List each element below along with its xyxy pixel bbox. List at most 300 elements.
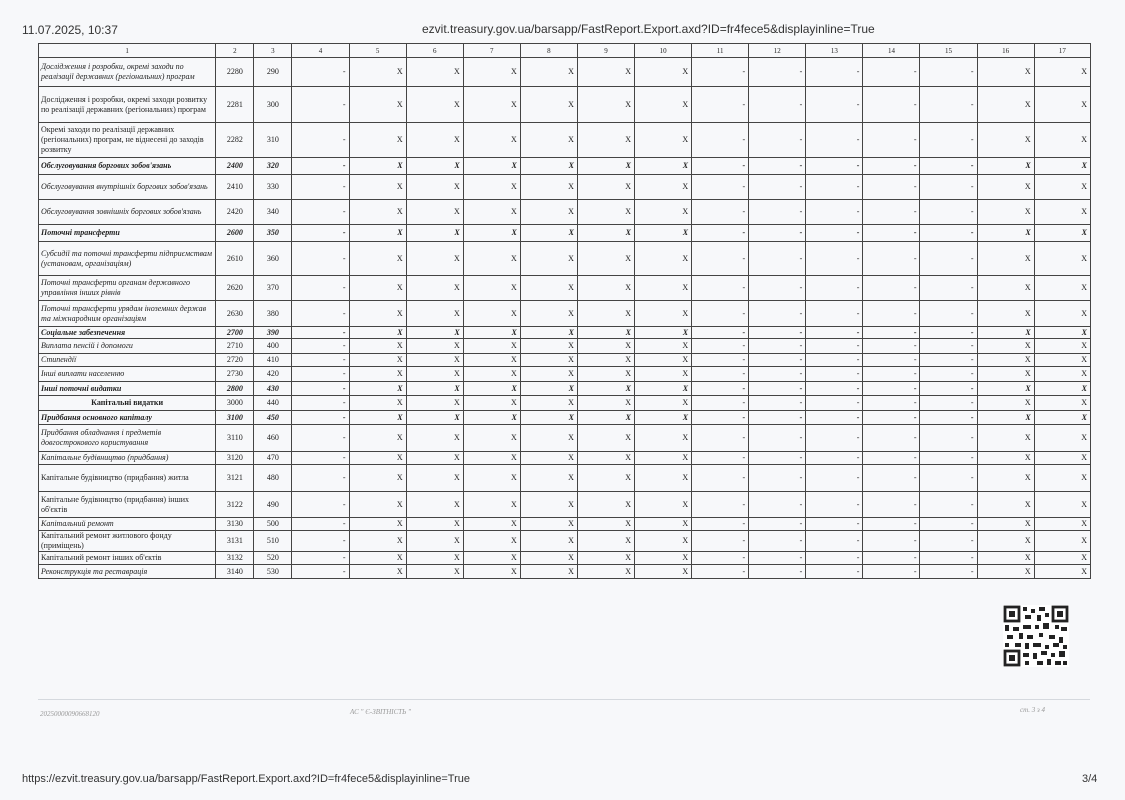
cell-x: X xyxy=(463,301,520,327)
table-row xyxy=(39,327,1091,339)
cell-dash: - xyxy=(292,242,349,276)
cell-x: X xyxy=(520,518,577,531)
cell-x: X xyxy=(977,242,1034,276)
cell-x: X xyxy=(635,301,692,327)
cell-dash: - xyxy=(920,276,977,301)
row-code: 2630 xyxy=(216,301,254,327)
row-line-number: 440 xyxy=(254,396,292,411)
cell-dash: - xyxy=(920,565,977,579)
cell-x: X xyxy=(349,354,406,367)
cell-dash: - xyxy=(863,492,920,518)
cell-dash: - xyxy=(806,123,863,158)
row-line-number: 410 xyxy=(254,354,292,367)
cell-x: X xyxy=(406,301,463,327)
cell-x: X xyxy=(977,339,1034,354)
cell-x: X xyxy=(635,425,692,452)
cell-dash: - xyxy=(292,327,349,339)
cell-x: X xyxy=(463,175,520,200)
cell-dash: - xyxy=(292,565,349,579)
cell-x: X xyxy=(577,411,634,425)
cell-dash: - xyxy=(863,175,920,200)
cell-x: X xyxy=(520,242,577,276)
cell-x: X xyxy=(349,327,406,339)
cell-x: X xyxy=(1034,492,1090,518)
column-number: 6 xyxy=(406,44,463,58)
cell-dash: - xyxy=(749,58,806,87)
row-name: Капітальний ремонт xyxy=(39,518,216,531)
cell-x: X xyxy=(577,242,634,276)
column-number: 17 xyxy=(1034,44,1090,58)
row-code: 2410 xyxy=(216,175,254,200)
cell-x: X xyxy=(977,411,1034,425)
cell-x: X xyxy=(977,518,1034,531)
cell-x: X xyxy=(1034,425,1090,452)
column-number: 11 xyxy=(692,44,749,58)
cell-x: X xyxy=(463,565,520,579)
column-number: 2 xyxy=(216,44,254,58)
cell-x: X xyxy=(349,123,406,158)
cell-x: X xyxy=(1034,200,1090,225)
table-row xyxy=(39,518,1091,531)
cell-dash: - xyxy=(292,301,349,327)
column-number: 12 xyxy=(749,44,806,58)
cell-x: X xyxy=(977,200,1034,225)
cell-x: X xyxy=(349,301,406,327)
cell-dash: - xyxy=(920,175,977,200)
cell-dash: - xyxy=(749,200,806,225)
cell-x: X xyxy=(520,225,577,242)
cell-x: X xyxy=(577,58,634,87)
cell-x: X xyxy=(520,276,577,301)
cell-dash: - xyxy=(863,452,920,465)
cell-x: X xyxy=(977,123,1034,158)
row-line-number: 290 xyxy=(254,58,292,87)
cell-x: X xyxy=(463,242,520,276)
cell-x: X xyxy=(349,175,406,200)
cell-dash: - xyxy=(863,158,920,175)
cell-dash: - xyxy=(806,452,863,465)
table-row xyxy=(39,276,1091,301)
cell-x: X xyxy=(1034,276,1090,301)
cell-x: X xyxy=(520,531,577,552)
cell-x: X xyxy=(1034,87,1090,123)
cell-dash: - xyxy=(806,465,863,492)
cell-x: X xyxy=(577,552,634,565)
cell-dash: - xyxy=(749,87,806,123)
cell-x: X xyxy=(349,411,406,425)
cell-dash: - xyxy=(806,565,863,579)
cell-x: X xyxy=(463,276,520,301)
cell-dash: - xyxy=(692,175,749,200)
cell-x: X xyxy=(463,327,520,339)
cell-dash: - xyxy=(292,465,349,492)
cell-x: X xyxy=(349,339,406,354)
cell-dash: - xyxy=(863,327,920,339)
cell-x: X xyxy=(635,396,692,411)
row-name: Обслуговування внутрішніх боргових зобов'язань xyxy=(39,175,216,200)
cell-dash: - xyxy=(863,200,920,225)
table-row xyxy=(39,158,1091,175)
cell-x: X xyxy=(406,87,463,123)
cell-x: X xyxy=(520,367,577,382)
cell-dash: - xyxy=(806,425,863,452)
table-row xyxy=(39,175,1091,200)
row-code: 3131 xyxy=(216,531,254,552)
row-line-number: 470 xyxy=(254,452,292,465)
cell-dash: - xyxy=(692,465,749,492)
row-name: Обслуговування зовнішніх боргових зобов'язань xyxy=(39,200,216,225)
row-line-number: 480 xyxy=(254,465,292,492)
row-code: 2600 xyxy=(216,225,254,242)
cell-x: X xyxy=(635,225,692,242)
cell-dash: - xyxy=(806,339,863,354)
row-code: 3110 xyxy=(216,425,254,452)
cell-x: X xyxy=(1034,531,1090,552)
system-name: АС " Є-ЗВІТНІСТЬ " xyxy=(350,708,411,716)
cell-x: X xyxy=(635,354,692,367)
row-line-number: 330 xyxy=(254,175,292,200)
cell-dash: - xyxy=(692,339,749,354)
cell-x: X xyxy=(463,425,520,452)
cell-x: X xyxy=(635,367,692,382)
cell-x: X xyxy=(977,327,1034,339)
row-name: Капітальне будівництво (придбання) житла xyxy=(39,465,216,492)
row-line-number: 460 xyxy=(254,425,292,452)
cell-x: X xyxy=(635,411,692,425)
cell-dash: - xyxy=(749,175,806,200)
cell-x: X xyxy=(977,58,1034,87)
cell-dash: - xyxy=(863,87,920,123)
cell-dash: - xyxy=(806,242,863,276)
cell-dash: - xyxy=(806,87,863,123)
cell-x: X xyxy=(463,411,520,425)
row-code: 2710 xyxy=(216,339,254,354)
cell-dash: - xyxy=(863,367,920,382)
cell-x: X xyxy=(520,452,577,465)
table-row xyxy=(39,242,1091,276)
cell-dash: - xyxy=(806,175,863,200)
cell-dash: - xyxy=(292,87,349,123)
column-number: 10 xyxy=(635,44,692,58)
cell-dash: - xyxy=(692,158,749,175)
cell-x: X xyxy=(520,565,577,579)
cell-x: X xyxy=(520,200,577,225)
cell-x: X xyxy=(1034,123,1090,158)
cell-x: X xyxy=(406,367,463,382)
cell-x: X xyxy=(349,465,406,492)
cell-x: X xyxy=(463,367,520,382)
cell-x: X xyxy=(349,518,406,531)
row-name: Обслуговування боргових зобов'язань xyxy=(39,158,216,175)
cell-x: X xyxy=(635,518,692,531)
row-code: 2282 xyxy=(216,123,254,158)
column-number: 13 xyxy=(806,44,863,58)
table-row xyxy=(39,396,1091,411)
cell-dash: - xyxy=(749,396,806,411)
cell-x: X xyxy=(406,175,463,200)
row-line-number: 350 xyxy=(254,225,292,242)
row-name: Соціальне забезпечення xyxy=(39,327,216,339)
cell-dash: - xyxy=(692,225,749,242)
qr-code-icon xyxy=(1003,605,1069,667)
column-number-row xyxy=(39,44,1091,58)
cell-x: X xyxy=(520,492,577,518)
cell-dash: - xyxy=(806,492,863,518)
cell-dash: - xyxy=(920,411,977,425)
row-code: 2700 xyxy=(216,327,254,339)
cell-x: X xyxy=(977,452,1034,465)
cell-x: X xyxy=(349,276,406,301)
table-row xyxy=(39,200,1091,225)
cell-dash: - xyxy=(863,225,920,242)
cell-x: X xyxy=(635,175,692,200)
cell-dash: - xyxy=(292,123,349,158)
cell-dash: - xyxy=(692,411,749,425)
cell-x: X xyxy=(406,531,463,552)
cell-x: X xyxy=(406,158,463,175)
cell-dash: - xyxy=(692,354,749,367)
cell-dash: - xyxy=(692,327,749,339)
cell-dash: - xyxy=(749,242,806,276)
cell-dash: - xyxy=(920,158,977,175)
cell-x: X xyxy=(577,492,634,518)
row-code: 2420 xyxy=(216,200,254,225)
cell-dash: - xyxy=(692,531,749,552)
cell-dash: - xyxy=(806,354,863,367)
cell-dash: - xyxy=(863,396,920,411)
row-name: Окремі заходи по реалізації державних (регіональних) програм, не віднесені до заходів розвитку xyxy=(39,123,216,158)
cell-x: X xyxy=(635,123,692,158)
cell-dash: - xyxy=(920,242,977,276)
cell-x: X xyxy=(1034,452,1090,465)
table-row xyxy=(39,465,1091,492)
cell-dash: - xyxy=(806,411,863,425)
table-row xyxy=(39,411,1091,425)
column-number: 4 xyxy=(292,44,349,58)
cell-x: X xyxy=(1034,58,1090,87)
cell-x: X xyxy=(349,452,406,465)
footer-divider xyxy=(38,699,1090,700)
cell-x: X xyxy=(406,518,463,531)
cell-x: X xyxy=(520,339,577,354)
cell-x: X xyxy=(520,301,577,327)
cell-dash: - xyxy=(692,452,749,465)
cell-dash: - xyxy=(920,531,977,552)
cell-dash: - xyxy=(292,175,349,200)
row-line-number: 320 xyxy=(254,158,292,175)
cell-dash: - xyxy=(806,327,863,339)
cell-x: X xyxy=(577,158,634,175)
cell-x: X xyxy=(635,382,692,396)
cell-dash: - xyxy=(806,225,863,242)
cell-x: X xyxy=(577,327,634,339)
row-code: 3100 xyxy=(216,411,254,425)
row-code: 2720 xyxy=(216,354,254,367)
cell-dash: - xyxy=(749,518,806,531)
row-code: 2800 xyxy=(216,382,254,396)
cell-x: X xyxy=(463,87,520,123)
table-row xyxy=(39,339,1091,354)
row-code: 3132 xyxy=(216,552,254,565)
row-line-number: 370 xyxy=(254,276,292,301)
cell-x: X xyxy=(1034,158,1090,175)
cell-x: X xyxy=(406,339,463,354)
cell-x: X xyxy=(463,58,520,87)
cell-dash: - xyxy=(292,411,349,425)
cell-x: X xyxy=(349,242,406,276)
column-number: 3 xyxy=(254,44,292,58)
cell-x: X xyxy=(463,382,520,396)
cell-dash: - xyxy=(749,339,806,354)
cell-dash: - xyxy=(292,339,349,354)
cell-x: X xyxy=(520,175,577,200)
cell-dash: - xyxy=(749,158,806,175)
cell-x: X xyxy=(577,382,634,396)
cell-dash: - xyxy=(806,531,863,552)
cell-x: X xyxy=(406,465,463,492)
table-row xyxy=(39,354,1091,367)
cell-x: X xyxy=(1034,411,1090,425)
cell-x: X xyxy=(406,123,463,158)
cell-dash: - xyxy=(863,58,920,87)
cell-x: X xyxy=(577,425,634,452)
cell-dash: - xyxy=(692,518,749,531)
cell-x: X xyxy=(577,200,634,225)
cell-dash: - xyxy=(920,87,977,123)
table-row xyxy=(39,452,1091,465)
row-code: 2730 xyxy=(216,367,254,382)
table-row xyxy=(39,301,1091,327)
cell-x: X xyxy=(635,58,692,87)
cell-dash: - xyxy=(749,382,806,396)
cell-x: X xyxy=(977,382,1034,396)
cell-dash: - xyxy=(920,339,977,354)
cell-dash: - xyxy=(863,354,920,367)
row-name: Капітальне будівництво (придбання) інших об'єктів xyxy=(39,492,216,518)
cell-x: X xyxy=(463,200,520,225)
row-line-number: 430 xyxy=(254,382,292,396)
cell-x: X xyxy=(406,552,463,565)
row-code: 3121 xyxy=(216,465,254,492)
row-code: 2620 xyxy=(216,276,254,301)
cell-x: X xyxy=(349,425,406,452)
row-code: 3122 xyxy=(216,492,254,518)
cell-x: X xyxy=(1034,367,1090,382)
cell-dash: - xyxy=(920,200,977,225)
row-name: Субсидії та поточні трансферти підприємствам (установам, організаціям) xyxy=(39,242,216,276)
row-name: Капітальні видатки xyxy=(39,396,216,411)
column-number: 7 xyxy=(463,44,520,58)
cell-x: X xyxy=(1034,518,1090,531)
row-line-number: 530 xyxy=(254,565,292,579)
cell-x: X xyxy=(977,552,1034,565)
table-row xyxy=(39,425,1091,452)
cell-dash: - xyxy=(920,367,977,382)
row-name: Стипендії xyxy=(39,354,216,367)
cell-dash: - xyxy=(920,396,977,411)
cell-dash: - xyxy=(292,531,349,552)
cell-x: X xyxy=(349,367,406,382)
cell-x: X xyxy=(349,158,406,175)
cell-x: X xyxy=(1034,175,1090,200)
cell-x: X xyxy=(406,411,463,425)
cell-dash: - xyxy=(806,382,863,396)
cell-x: X xyxy=(977,465,1034,492)
cell-x: X xyxy=(520,425,577,452)
cell-dash: - xyxy=(806,301,863,327)
sheet-number: ст. 3 з 4 xyxy=(1020,706,1045,714)
cell-dash: - xyxy=(806,200,863,225)
cell-x: X xyxy=(520,87,577,123)
cell-x: X xyxy=(406,200,463,225)
cell-dash: - xyxy=(863,339,920,354)
print-datetime: 11.07.2025, 10:37 xyxy=(22,23,118,37)
cell-dash: - xyxy=(749,552,806,565)
cell-x: X xyxy=(635,276,692,301)
row-name: Поточні трансферти органам державного управління інших рівнів xyxy=(39,276,216,301)
row-name: Дослідження і розробки, окремі заходи розвитку по реалізації державних (регіональних) програм xyxy=(39,87,216,123)
column-number: 15 xyxy=(920,44,977,58)
cell-dash: - xyxy=(920,492,977,518)
cell-dash: - xyxy=(920,301,977,327)
cell-dash: - xyxy=(749,354,806,367)
cell-x: X xyxy=(1034,382,1090,396)
row-name: Капітальний ремонт інших об'єктів xyxy=(39,552,216,565)
cell-dash: - xyxy=(692,492,749,518)
cell-x: X xyxy=(977,276,1034,301)
cell-x: X xyxy=(977,301,1034,327)
print-page-counter: 3/4 xyxy=(1082,773,1098,785)
cell-dash: - xyxy=(863,382,920,396)
cell-dash: - xyxy=(749,123,806,158)
row-line-number: 500 xyxy=(254,518,292,531)
cell-x: X xyxy=(349,531,406,552)
cell-dash: - xyxy=(749,276,806,301)
row-code: 2281 xyxy=(216,87,254,123)
cell-dash: - xyxy=(292,552,349,565)
row-name: Капітальне будівництво (придбання) xyxy=(39,452,216,465)
cell-x: X xyxy=(577,339,634,354)
row-line-number: 420 xyxy=(254,367,292,382)
cell-x: X xyxy=(463,531,520,552)
cell-dash: - xyxy=(920,382,977,396)
cell-x: X xyxy=(463,123,520,158)
cell-x: X xyxy=(463,225,520,242)
table-row xyxy=(39,225,1091,242)
cell-dash: - xyxy=(292,425,349,452)
column-number: 9 xyxy=(577,44,634,58)
cell-dash: - xyxy=(692,58,749,87)
row-name: Капітальний ремонт житлового фонду (приміщень) xyxy=(39,531,216,552)
cell-dash: - xyxy=(806,58,863,87)
cell-x: X xyxy=(635,492,692,518)
cell-x: X xyxy=(577,565,634,579)
row-name: Виплата пенсій і допомоги xyxy=(39,339,216,354)
print-url-footer: https://ezvit.treasury.gov.ua/barsapp/FastReport.Export.axd?ID=fr4fece5&displayinline=True xyxy=(22,773,470,785)
cell-x: X xyxy=(349,396,406,411)
cell-x: X xyxy=(349,382,406,396)
cell-x: X xyxy=(406,565,463,579)
cell-x: X xyxy=(406,354,463,367)
cell-dash: - xyxy=(920,452,977,465)
cell-dash: - xyxy=(749,367,806,382)
cell-dash: - xyxy=(863,301,920,327)
cell-x: X xyxy=(406,58,463,87)
row-name: Дослідження і розробки, окремі заходи по реалізації державних (регіональних) програм xyxy=(39,58,216,87)
cell-dash: - xyxy=(749,465,806,492)
cell-x: X xyxy=(1034,339,1090,354)
table-row xyxy=(39,552,1091,565)
